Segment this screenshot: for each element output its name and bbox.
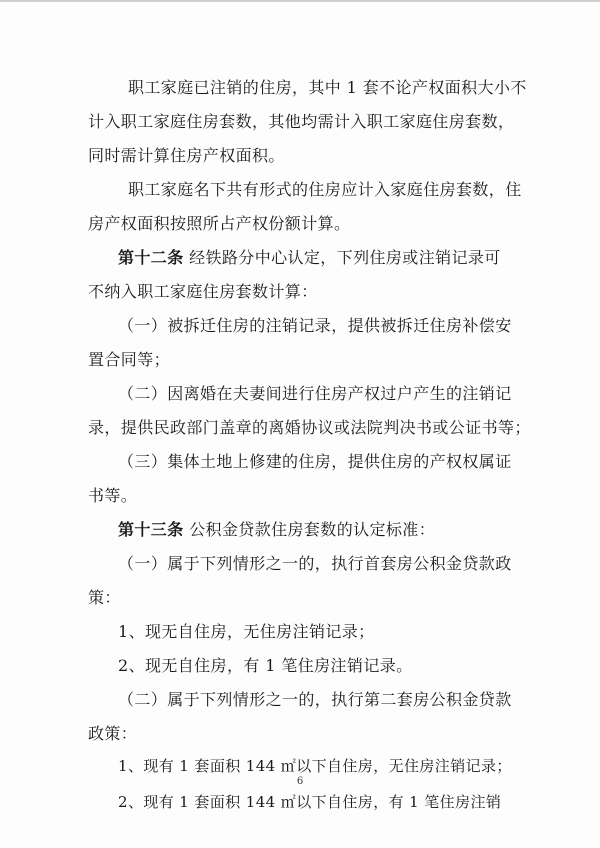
- article-13-text: 公积金贷款住房套数的认定标准：: [189, 520, 436, 539]
- article-12-line: [118, 248, 501, 268]
- article-13-line: [118, 520, 435, 540]
- paragraph-line-5: 房产权面积按照所占产权份额计算。: [88, 214, 351, 233]
- article-13-heading: 第十三条: [118, 520, 184, 539]
- list-item-12-3-cont: 书等。: [88, 486, 138, 505]
- sub-item-13-2-2: 2、现有 1 套面积 144 ㎡以下自住房，有 1 笔住房注销: [118, 793, 502, 811]
- sub-item-13-2-1: 1、现有 1 套面积 144 ㎡以下自住房，无住房注销记录；: [118, 757, 512, 775]
- paragraph-line-4: 职工家庭名下共有形式的住房应计入家庭住房套数，住: [128, 180, 522, 199]
- page-number: [0, 776, 600, 787]
- paragraph-line-2: 计入职工家庭住房套数，其他均需计入职工家庭住房套数，: [88, 112, 515, 131]
- list-item-13-2-cont: 政策：: [88, 724, 138, 743]
- page-number-text: 6: [296, 776, 304, 787]
- paragraph-line-6: 不纳入职工家庭住房套数计算：: [88, 282, 318, 301]
- list-item-13-1-cont: 策：: [88, 588, 121, 607]
- list-item-13-1: （一）属于下列情形之一的，执行首套房公积金贷款政: [118, 554, 512, 573]
- list-item-12-3: （三）集体土地上修建的住房，提供住房的产权权属证: [118, 452, 512, 471]
- list-item-12-1: （一）被拆迁住房的注销记录，提供被拆迁住房补偿安: [118, 316, 512, 335]
- sub-item-13-1-2: 2、现无自住房，有 1 笔住房注销记录。: [118, 656, 413, 675]
- list-item-12-2-cont: 录，提供民政部门盖章的离婚协议或法院判决书或公证书等；: [88, 418, 531, 437]
- article-12-text: 经铁路分中心认定，下列住房或注销记录可: [189, 248, 501, 267]
- list-item-13-2: （二）属于下列情形之一的，执行第二套房公积金贷款: [118, 690, 512, 709]
- top-edge-divider: [0, 0, 600, 2]
- sub-item-13-1-1: 1、现无自住房，无住房注销记录；: [118, 622, 375, 641]
- list-item-12-2: （二）因离婚在夫妻间进行住房产权过户产生的注销记: [118, 384, 512, 403]
- paragraph-line-3: 同时需计算住房产权面积。: [88, 146, 285, 165]
- paragraph-line-1: 职工家庭已注销的住房，其中 1 套不论产权面积大小不: [128, 78, 527, 97]
- list-item-12-1-cont: 置合同等；: [88, 350, 171, 369]
- article-12-heading: 第十二条: [118, 248, 184, 267]
